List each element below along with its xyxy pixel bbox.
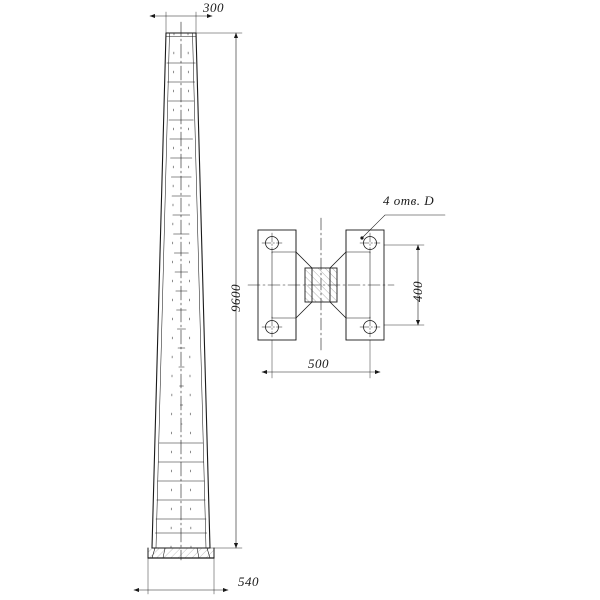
dim-label-plate-height: 400 <box>410 281 425 302</box>
baseplate-centerlines <box>248 218 394 352</box>
dim-label-plate-width: 500 <box>308 356 329 371</box>
holes-note-label: 4 отв. D <box>383 193 435 208</box>
holes-leader-line <box>360 215 445 240</box>
dim-label-height: 9600 <box>228 284 243 312</box>
dim-label-top-width: 300 <box>203 0 224 15</box>
dim-label-base-width: 540 <box>238 574 259 589</box>
dim-base-width <box>134 558 228 594</box>
